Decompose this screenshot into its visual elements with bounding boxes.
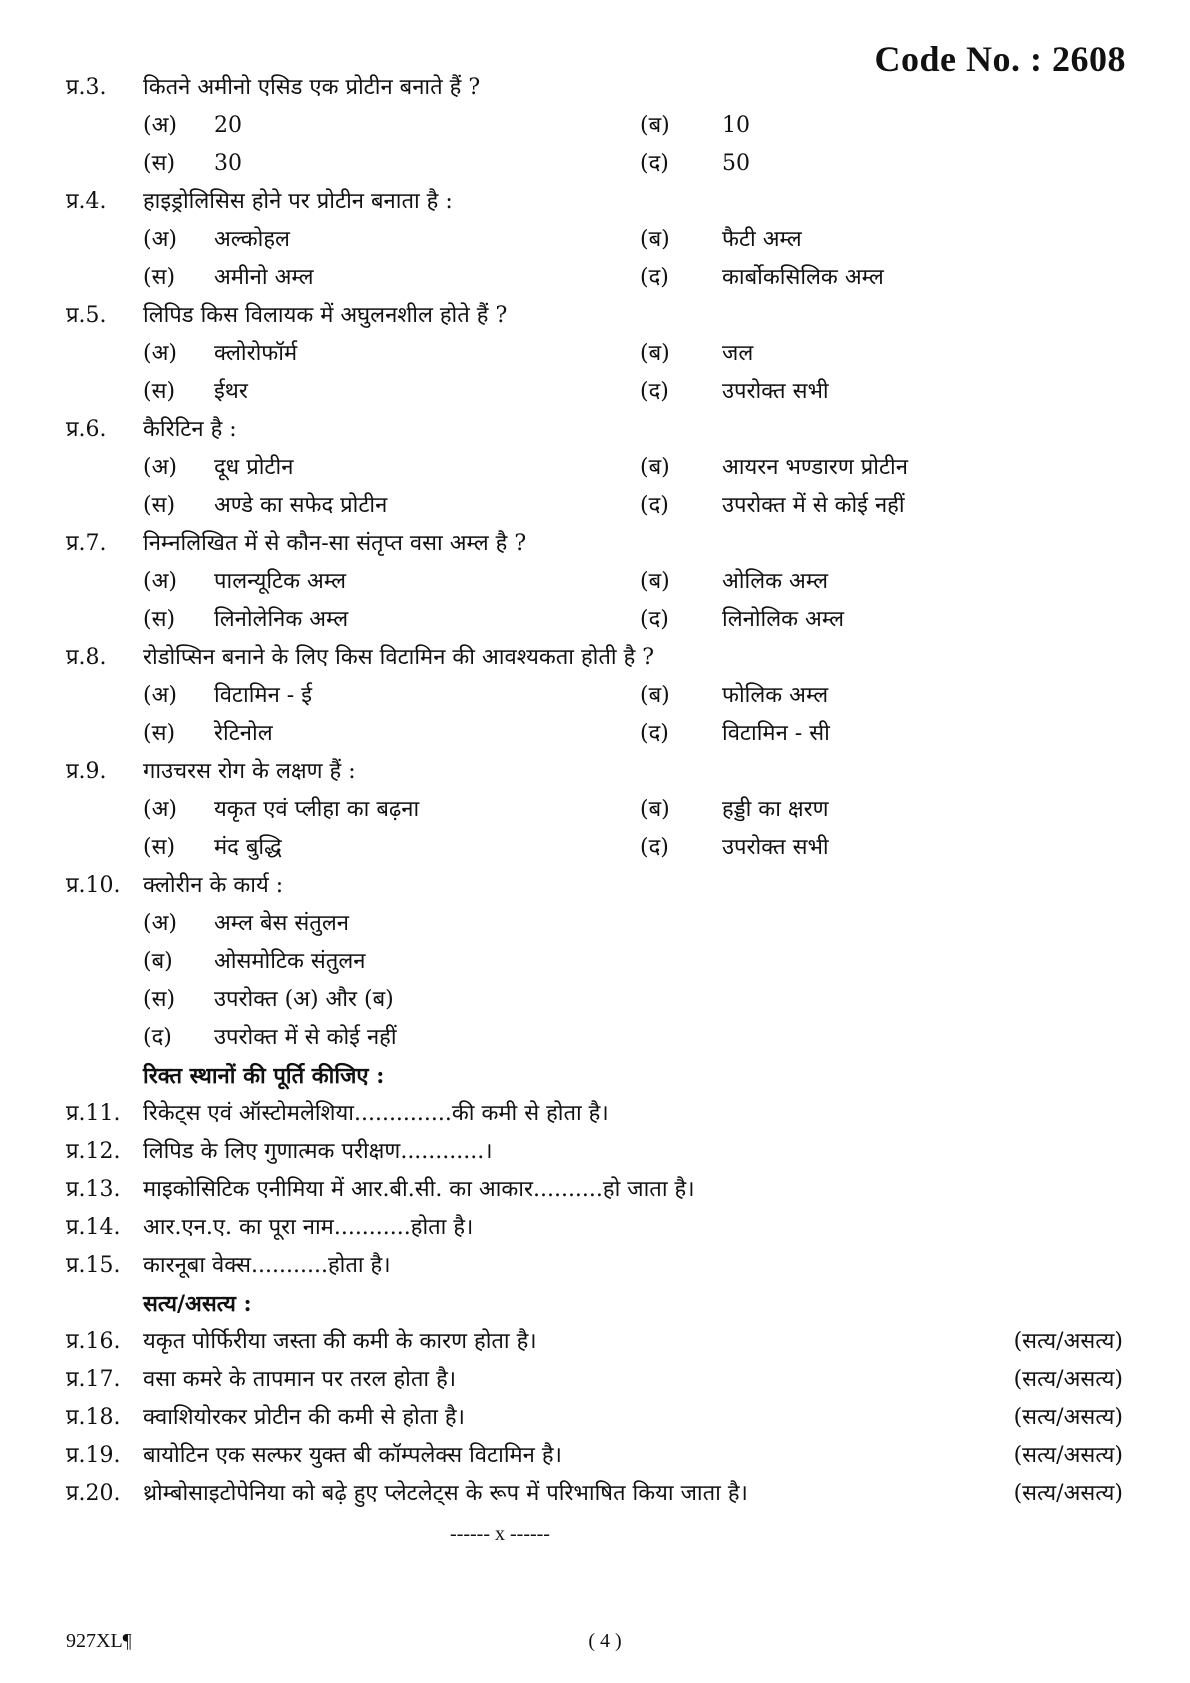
option-text: अल्कोहल	[214, 227, 290, 252]
option-text: मंद बुद्धि	[214, 835, 282, 860]
option-text: जल	[722, 341, 754, 366]
question-text: थ्रोम्बोसाइटोपेनिया को बढ़े हुए प्लेटलेट्स के रूप में परिभाषित किया जाता है।	[143, 1481, 748, 1506]
question-9	[0, 753, 1190, 791]
option-label: (अ)	[143, 569, 177, 594]
tf-section-heading	[0, 1285, 1190, 1323]
option-text: लिनोलिक अम्ल	[722, 607, 845, 632]
option-text: रेटिनोल	[214, 721, 273, 746]
option-label: (ब)	[640, 683, 670, 708]
question-12	[0, 1133, 1190, 1171]
option-row	[0, 145, 1190, 183]
question-text: निम्नलिखित में से कौन-सा संतृप्त वसा अम्ल है ?	[143, 531, 527, 556]
question-text: बायोटिन एक सल्फर युक्त बी कॉम्पलेक्स विटामिन है।	[143, 1443, 562, 1468]
option-text: कार्बोकसिलिक अम्ल	[722, 265, 884, 290]
option-label: (ब)	[640, 797, 670, 822]
option-label: (ब)	[640, 569, 670, 594]
question-text: कैरिटिन है :	[143, 417, 237, 442]
option-label: (द)	[640, 379, 669, 404]
question-number: प्र.9.	[66, 759, 107, 784]
option-text: अण्डे का सफेद प्रोटीन	[214, 493, 388, 518]
question-number: प्र.4.	[66, 189, 107, 214]
option-label: (स)	[143, 721, 176, 746]
option-text: फोलिक अम्ल	[722, 683, 829, 708]
option-row	[0, 601, 1190, 639]
option-row	[0, 449, 1190, 487]
question-20	[0, 1475, 1190, 1513]
option-label: (स)	[143, 987, 176, 1012]
option-row	[0, 373, 1190, 411]
question-number: प्र.8.	[66, 645, 107, 670]
option-text: दूध प्रोटीन	[214, 455, 294, 480]
question-text: लिपिड किस विलायक में अघुलनशील होते हैं ?	[143, 303, 508, 328]
question-text: कितने अमीनो एसिड एक प्रोटीन बनाते हैं ?	[143, 75, 481, 100]
option-text: विटामिन - ई	[214, 683, 313, 708]
question-10	[0, 867, 1190, 905]
option-text: ओलिक अम्ल	[722, 569, 828, 594]
option-row	[0, 829, 1190, 867]
option-row	[0, 943, 1190, 981]
option-label: (ब)	[640, 227, 670, 252]
question-number: प्र.15.	[66, 1253, 121, 1278]
true-false-mark: (सत्य/असत्य)	[1013, 1367, 1123, 1392]
question-6	[0, 411, 1190, 449]
question-text: आर.एन.ए. का पूरा नाम...........होता है।	[143, 1215, 474, 1240]
option-label: (द)	[143, 1025, 172, 1050]
option-label: (द)	[640, 607, 669, 632]
option-label: (अ)	[143, 797, 177, 822]
question-text: यकृत पोर्फिरीया जस्ता की कमी के कारण होता है।	[143, 1329, 537, 1354]
option-row	[0, 981, 1190, 1019]
option-text: आयरन भण्डारण प्रोटीन	[722, 455, 908, 480]
option-row	[0, 335, 1190, 373]
option-row	[0, 563, 1190, 601]
option-label: (अ)	[143, 113, 177, 138]
question-text: हाइड्रोलिसिस होने पर प्रोटीन बनाता है :	[143, 189, 453, 214]
option-text: लिनोलेनिक अम्ल	[214, 607, 349, 632]
question-8	[0, 639, 1190, 677]
question-number: प्र.7.	[66, 531, 107, 556]
question-text: कारनूबा वेक्स...........होता है।	[143, 1253, 391, 1278]
option-text: 50	[722, 151, 750, 176]
option-text: 30	[214, 151, 242, 176]
question-number: प्र.12.	[66, 1139, 121, 1164]
option-text: उपरोक्त में से कोई नहीं	[214, 1025, 397, 1050]
question-number: प्र.5.	[66, 303, 107, 328]
true-false-mark: (सत्य/असत्य)	[1013, 1443, 1123, 1468]
option-text: अम्ल बेस संतुलन	[214, 911, 349, 936]
question-text: लिपिड के लिए गुणात्मक परीक्षण............।	[143, 1139, 493, 1164]
option-text: हड्डी का क्षरण	[722, 797, 829, 822]
option-text: उपरोक्त में से कोई नहीं	[722, 493, 905, 518]
option-text: 20	[214, 113, 242, 138]
option-row	[0, 791, 1190, 829]
option-text: यकृत एवं प्लीहा का बढ़ना	[214, 797, 420, 822]
option-label: (ब)	[640, 113, 670, 138]
option-text: 10	[722, 113, 750, 138]
option-row	[0, 221, 1190, 259]
question-18	[0, 1399, 1190, 1437]
option-row	[0, 487, 1190, 525]
option-label: (द)	[640, 151, 669, 176]
option-row	[0, 107, 1190, 145]
option-label: (अ)	[143, 455, 177, 480]
question-16	[0, 1323, 1190, 1361]
question-17	[0, 1361, 1190, 1399]
question-number: प्र.18.	[66, 1405, 121, 1430]
option-label: (स)	[143, 493, 176, 518]
section-heading: सत्य/असत्य :	[143, 1291, 252, 1317]
option-text: ओसमोटिक संतुलन	[214, 949, 366, 974]
option-label: (स)	[143, 835, 176, 860]
question-text: क्लोरीन के कार्य :	[143, 873, 284, 898]
option-label: (अ)	[143, 911, 177, 936]
question-text: गाउचरस रोग के लक्षण हैं :	[143, 759, 356, 784]
option-text: उपरोक्त सभी	[722, 379, 829, 404]
question-14	[0, 1209, 1190, 1247]
question-3	[0, 69, 1190, 107]
question-text: माइकोसिटिक एनीमिया में आर.बी.सी. का आकार..........हो जाता है।	[143, 1177, 695, 1202]
option-text: उपरोक्त सभी	[722, 835, 829, 860]
paper-code-footer: 927XL¶	[66, 1630, 132, 1652]
option-text: पालन्यूटिक अम्ल	[214, 569, 347, 594]
question-number: प्र.3.	[66, 75, 107, 100]
question-13	[0, 1171, 1190, 1209]
question-15	[0, 1247, 1190, 1285]
question-text: वसा कमरे के तापमान पर तरल होता है।	[143, 1367, 457, 1392]
question-19	[0, 1437, 1190, 1475]
option-label: (स)	[143, 151, 176, 176]
question-11	[0, 1095, 1190, 1133]
option-label: (द)	[640, 265, 669, 290]
option-label: (स)	[143, 379, 176, 404]
option-label: (अ)	[143, 341, 177, 366]
option-label: (स)	[143, 607, 176, 632]
option-text: विटामिन - सी	[722, 721, 830, 746]
question-number: प्र.6.	[66, 417, 107, 442]
question-number: प्र.16.	[66, 1329, 121, 1354]
question-number: प्र.17.	[66, 1367, 121, 1392]
fill-section-heading	[0, 1057, 1190, 1095]
question-text: रिकेट्स एवं ऑस्टोमलेशिया..............की कमी से होता है।	[143, 1101, 609, 1126]
option-text: ईथर	[214, 379, 248, 404]
option-label: (ब)	[640, 341, 670, 366]
option-label: (द)	[640, 835, 669, 860]
option-label: (अ)	[143, 227, 177, 252]
end-marker: ------ x ------	[450, 1523, 550, 1545]
question-number: प्र.10.	[66, 873, 121, 898]
option-text: फैटी अम्ल	[722, 227, 802, 252]
question-text: क्वाशियोरकर प्रोटीन की कमी से होता है।	[143, 1405, 465, 1430]
option-row	[0, 715, 1190, 753]
question-number: प्र.11.	[66, 1101, 121, 1126]
option-text: क्लोरोफॉर्म	[214, 341, 298, 366]
option-label: (स)	[143, 265, 176, 290]
question-number: प्र.20.	[66, 1481, 121, 1506]
question-text: रोडोप्सिन बनाने के लिए किस विटामिन की आवश्यकता होती है ?	[143, 645, 655, 670]
question-number: प्र.14.	[66, 1215, 121, 1240]
option-row	[0, 259, 1190, 297]
question-4	[0, 183, 1190, 221]
question-7	[0, 525, 1190, 563]
section-heading: रिक्त स्थानों की पूर्ति कीजिए :	[143, 1063, 385, 1089]
page-number: ( 4 )	[588, 1630, 622, 1652]
option-label: (ब)	[640, 455, 670, 480]
question-number: प्र.13.	[66, 1177, 121, 1202]
option-label: (अ)	[143, 683, 177, 708]
option-label: (द)	[640, 721, 669, 746]
true-false-mark: (सत्य/असत्य)	[1013, 1329, 1123, 1354]
question-number: प्र.19.	[66, 1443, 121, 1468]
true-false-mark: (सत्य/असत्य)	[1013, 1481, 1123, 1506]
option-text: उपरोक्त (अ) और (ब)	[214, 987, 394, 1012]
option-text: अमीनो अम्ल	[214, 265, 314, 290]
true-false-mark: (सत्य/असत्य)	[1013, 1405, 1123, 1430]
question-5	[0, 297, 1190, 335]
option-label: (ब)	[143, 949, 173, 974]
option-row	[0, 905, 1190, 943]
option-label: (द)	[640, 493, 669, 518]
option-row	[0, 677, 1190, 715]
code-number: Code No. : 2608	[874, 39, 1126, 79]
option-row	[0, 1019, 1190, 1057]
